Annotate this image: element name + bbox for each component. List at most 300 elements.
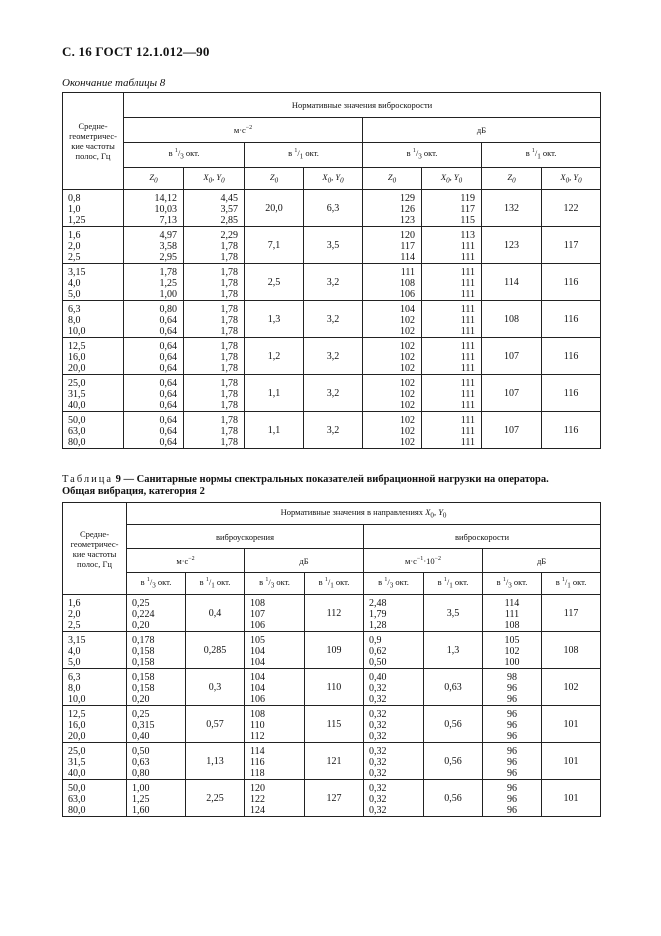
cell-line: 8,0 [68, 683, 81, 694]
cell-line: 100 [504, 657, 520, 668]
band-sub: 1 [211, 581, 215, 590]
band-pre: в [288, 148, 295, 159]
table-row [63, 780, 601, 817]
band-post: окт. [570, 576, 587, 587]
band-post: окт. [333, 576, 350, 587]
table-row [63, 669, 601, 706]
value-cell [127, 595, 186, 632]
value-cell [127, 669, 186, 706]
frequency-cell [63, 743, 127, 780]
cell-line: 116 [250, 757, 265, 768]
cell-line: 124 [250, 805, 265, 816]
table8-col-xy [542, 168, 601, 190]
value-cell [422, 264, 482, 301]
band-num: 1 [561, 576, 565, 583]
cell-line: 96 [507, 720, 517, 731]
cell-line: 4,0 [68, 278, 81, 289]
unit-exp: −2 [245, 125, 253, 132]
cell-line: 111 [460, 378, 475, 389]
caption-rest: 9 — Санитарные нормы спектральных показателей вибрационной нагрузки на оператора. [113, 474, 549, 485]
value-cell [124, 227, 184, 264]
frequency-cell [63, 190, 124, 227]
value-cell [363, 190, 422, 227]
cell-line: 0,64 [159, 415, 177, 426]
table9-band-third [483, 573, 542, 595]
table9-band-oct [424, 573, 483, 595]
cell-line: 1,79 [369, 609, 387, 620]
cell-line: 0,20 [132, 694, 150, 705]
cell-line: 96 [507, 683, 517, 694]
value-cell [483, 706, 542, 743]
value-cell [245, 595, 305, 632]
value-cell [124, 190, 184, 227]
value-cell: 0,4 [186, 595, 245, 632]
value-cell [422, 227, 482, 264]
value-cell: 114 [482, 264, 542, 301]
cell-line: 0,32 [369, 805, 387, 816]
cell-line: 1,78 [220, 326, 238, 337]
cell-line: 106 [250, 694, 265, 705]
value-cell: 2,25 [186, 780, 245, 817]
table9-unit-ms2 [127, 549, 245, 573]
value-cell: 101 [542, 743, 601, 780]
cell-line: 50,0 [68, 783, 86, 794]
col-sep: , Y [212, 171, 222, 182]
table9-group-header [127, 503, 601, 525]
band-post: окт. [155, 576, 172, 587]
value-cell [483, 743, 542, 780]
cell-line: 1,25 [159, 278, 177, 289]
value-cell: 101 [542, 780, 601, 817]
value-cell: 132 [482, 190, 542, 227]
band-num: 1 [294, 148, 298, 155]
band-num: 1 [174, 148, 178, 155]
value-cell: 1,2 [245, 338, 304, 375]
cell-line: 2,5 [68, 620, 81, 631]
cell-line: 96 [507, 757, 517, 768]
cell-line: 1,78 [220, 278, 238, 289]
cell-line: 0,32 [369, 746, 387, 757]
col-sub: 0 [512, 176, 516, 185]
cell-line: 63,0 [68, 426, 86, 437]
band-post: окт. [452, 576, 469, 587]
value-cell: 3,2 [304, 412, 363, 449]
cell-line: 102 [400, 400, 415, 411]
table-row [63, 595, 601, 632]
table-row [63, 632, 601, 669]
frequency-cell [63, 632, 127, 669]
cell-line: 102 [400, 426, 415, 437]
value-cell: 0,56 [424, 780, 483, 817]
cell-line: 111 [504, 609, 520, 620]
col-sep: , Y [569, 171, 579, 182]
value-cell [245, 669, 305, 706]
cell-line: 4,45 [220, 193, 238, 204]
band-sub: 3 [418, 152, 422, 161]
cell-line: 96 [507, 731, 517, 742]
page-header: С. 16 ГОСТ 12.1.012—90 [62, 44, 210, 59]
value-cell: 6,3 [304, 190, 363, 227]
value-cell [124, 375, 184, 412]
band-num: 1 [531, 148, 535, 155]
col-letter: Z [149, 171, 155, 182]
cell-line: 111 [460, 289, 475, 300]
frequency-cell [63, 595, 127, 632]
value-cell: 110 [305, 669, 364, 706]
value-cell [363, 227, 422, 264]
cell-line: 111 [460, 278, 475, 289]
cell-line: 111 [460, 241, 475, 252]
value-cell: 112 [305, 595, 364, 632]
value-cell [483, 669, 542, 706]
col-sep: , Y [331, 171, 341, 182]
value-cell [127, 743, 186, 780]
cell-line: 0,64 [159, 437, 177, 448]
cell-line: 0,64 [159, 400, 177, 411]
cell-line: 111 [460, 304, 475, 315]
cell-line: 0,80 [132, 768, 150, 779]
cell-line: 96 [507, 709, 517, 720]
band-den: / [177, 148, 181, 159]
cell-line: 119 [460, 193, 475, 204]
cell-line: 102 [400, 341, 415, 352]
table-row [63, 375, 601, 412]
band-num: 1 [384, 576, 388, 583]
band-pre: в [525, 148, 532, 159]
stub-line: кие частоты [72, 548, 117, 559]
value-cell [483, 780, 542, 817]
table-row [63, 338, 601, 375]
cell-line: 0,64 [159, 341, 177, 352]
table8-col-z [482, 168, 542, 190]
cell-line: 0,64 [159, 426, 177, 437]
value-cell [245, 706, 305, 743]
cell-line: 20,0 [68, 363, 86, 374]
value-cell: 1,13 [186, 743, 245, 780]
cell-line: 1,78 [220, 252, 238, 263]
cell-line: 102 [400, 378, 415, 389]
band-post: окт. [183, 148, 200, 159]
frequency-cell [63, 412, 124, 449]
cell-line: 118 [250, 768, 265, 779]
table9-band-oct [305, 573, 364, 595]
cell-line: 104 [400, 304, 415, 315]
value-cell: 117 [542, 227, 601, 264]
cell-line: 0,64 [159, 389, 177, 400]
cell-line: 1,6 [68, 230, 81, 241]
value-cell: 0,57 [186, 706, 245, 743]
stub-line: полос, Гц [75, 151, 111, 161]
table8-col-xy [422, 168, 482, 190]
cell-line: 108 [250, 598, 265, 609]
band-post: окт. [540, 148, 557, 159]
value-cell: 109 [305, 632, 364, 669]
cell-line: 120 [250, 783, 265, 794]
value-cell [363, 264, 422, 301]
cell-line: 1,78 [159, 267, 177, 278]
band-num: 1 [324, 576, 328, 583]
cell-line: 1,78 [220, 315, 238, 326]
value-cell [184, 227, 245, 264]
value-cell: 0,56 [424, 743, 483, 780]
unit-exp: −2 [188, 555, 195, 562]
cell-line: 0,158 [132, 672, 155, 683]
cell-line: 106 [400, 289, 415, 300]
value-cell: 101 [542, 706, 601, 743]
cell-line: 0,32 [369, 683, 387, 694]
band-sub: 1 [567, 581, 571, 590]
cell-line: 0,224 [132, 609, 155, 620]
table8-col-z [124, 168, 184, 190]
band-sub: 3 [508, 581, 512, 590]
cell-line: 1,78 [220, 363, 238, 374]
cell-line: 111 [460, 389, 475, 400]
value-cell: 121 [305, 743, 364, 780]
cell-line: 1,78 [220, 426, 238, 437]
frequency-cell [63, 264, 124, 301]
cell-line: 0,158 [132, 646, 155, 657]
cell-line: 0,32 [369, 720, 387, 731]
cell-line: 117 [460, 204, 475, 215]
value-cell [124, 412, 184, 449]
cell-line: 3,15 [68, 267, 86, 278]
cell-line: 1,78 [220, 400, 238, 411]
cell-line: 96 [507, 746, 517, 757]
cell-line: 8,0 [68, 315, 81, 326]
table-row [63, 264, 601, 301]
cell-line: 0,9 [369, 635, 382, 646]
band-den: / [268, 576, 271, 587]
table9-band-oct [186, 573, 245, 595]
table9-unit-db-accel: дБ [245, 549, 364, 573]
value-cell: 116 [542, 301, 601, 338]
table8-stub-header [63, 93, 124, 190]
value-cell: 3,2 [304, 264, 363, 301]
cell-line: 108 [504, 620, 520, 631]
cell-line: 0,158 [132, 657, 155, 668]
cell-line: 14,12 [154, 193, 177, 204]
frequency-cell [63, 227, 124, 264]
col-letter: Z [387, 171, 393, 182]
cell-line: 111 [460, 326, 475, 337]
table9-band-oct [542, 573, 601, 595]
band-pre: в [168, 148, 175, 159]
cell-line: 7,13 [159, 215, 177, 226]
col-sub: 0 [458, 176, 463, 185]
value-cell: 2,5 [245, 264, 304, 301]
table9-band-third [127, 573, 186, 595]
value-cell: 123 [482, 227, 542, 264]
unit-mult-exp: −2 [434, 555, 442, 562]
unit-mult: ·10 [423, 555, 435, 566]
table8-col-xy [184, 168, 245, 190]
cell-line: 112 [250, 731, 265, 742]
band-num: 1 [265, 576, 269, 583]
cell-line: 108 [400, 278, 415, 289]
band-den: / [446, 576, 450, 587]
band-post: окт. [421, 148, 438, 159]
col-letter: Z [269, 171, 275, 182]
col-sub: 0 [446, 176, 450, 185]
value-cell [364, 669, 424, 706]
band-num: 1 [146, 576, 150, 583]
table8-unit-ms [124, 118, 363, 143]
cell-line: 0,40 [132, 731, 150, 742]
cell-line: 25,0 [68, 378, 86, 389]
cell-line: 0,25 [132, 709, 150, 720]
stub-line: Средне- [78, 121, 108, 131]
cell-line: 113 [460, 230, 475, 241]
group-x: X [425, 506, 431, 517]
cell-line: 0,32 [369, 783, 387, 794]
cell-line: 102 [504, 646, 520, 657]
value-cell [184, 301, 245, 338]
cell-line: 80,0 [68, 805, 86, 816]
cell-line: 105 [250, 635, 265, 646]
cell-line: 0,32 [369, 794, 387, 805]
table-row [63, 301, 601, 338]
band-sub: 1 [537, 152, 541, 161]
value-cell [124, 301, 184, 338]
frequency-cell [63, 780, 127, 817]
cell-line: 1,0 [68, 204, 81, 215]
cell-line: 1,78 [220, 289, 238, 300]
value-cell: 1,3 [424, 632, 483, 669]
band-num: 1 [502, 576, 506, 583]
cell-line: 106 [250, 620, 265, 631]
cell-line: 0,32 [369, 694, 387, 705]
cell-line: 114 [400, 252, 415, 263]
cell-line: 2,95 [159, 252, 177, 263]
value-cell: 1,3 [245, 301, 304, 338]
band-den: / [387, 576, 390, 587]
cell-line: 126 [400, 204, 415, 215]
table9-unit-db-vel: дБ [483, 549, 601, 573]
cell-line: 123 [400, 215, 415, 226]
cell-line: 4,97 [159, 230, 177, 241]
table8-band-oct-1 [245, 143, 363, 168]
cell-line: 2,48 [369, 598, 387, 609]
cell-line: 1,6 [68, 598, 81, 609]
table8-col-z [245, 168, 304, 190]
cell-line: 111 [460, 426, 475, 437]
band-sub: 3 [389, 581, 394, 590]
cell-line: 2,29 [220, 230, 238, 241]
cell-line: 31,5 [68, 389, 86, 400]
stub-line: геометричес- [70, 538, 119, 549]
cell-line: 0,64 [159, 326, 177, 337]
band-pre: в [259, 576, 266, 587]
band-sub: 3 [152, 581, 156, 590]
value-cell [422, 412, 482, 449]
frequency-cell [63, 706, 127, 743]
group-sep: , Y [433, 506, 443, 517]
table-row [63, 190, 601, 227]
cell-line: 111 [460, 400, 475, 411]
cell-line: 1,78 [220, 415, 238, 426]
value-cell: 3,5 [424, 595, 483, 632]
table8-band-oct-2 [482, 143, 601, 168]
cell-line: 1,78 [220, 437, 238, 448]
value-cell [363, 301, 422, 338]
value-cell [127, 706, 186, 743]
table8-col-z [363, 168, 422, 190]
col-letter: X [203, 171, 209, 182]
cell-line: 1,78 [220, 389, 238, 400]
table8-unit-db: дБ [363, 118, 601, 143]
band-pre: в [406, 148, 413, 159]
cell-line: 104 [250, 646, 265, 657]
band-post: окт. [214, 576, 231, 587]
col-sub: 0 [154, 176, 158, 185]
cell-line: 1,78 [220, 304, 238, 315]
band-post: окт. [303, 148, 319, 159]
table9 [62, 502, 601, 817]
table9-band-third [364, 573, 424, 595]
cell-line: 98 [507, 672, 517, 683]
col-sub: 0 [565, 176, 570, 185]
col-letter: Z [507, 171, 513, 182]
cell-line: 12,5 [68, 709, 86, 720]
table9-accel-header: виброускорения [127, 525, 364, 549]
value-cell: 3,2 [304, 301, 363, 338]
value-cell: 115 [305, 706, 364, 743]
caption-label: Таблица [62, 474, 114, 485]
cell-line: 0,64 [159, 352, 177, 363]
value-cell: 107 [482, 412, 542, 449]
cell-line: 2,5 [68, 252, 81, 263]
value-cell: 7,1 [245, 227, 304, 264]
value-cell: 116 [542, 375, 601, 412]
value-cell [245, 632, 305, 669]
band-sub: 1 [299, 152, 304, 161]
band-den: / [208, 576, 212, 587]
cell-line: 16,0 [68, 352, 86, 363]
value-cell: 1,1 [245, 375, 304, 412]
cell-line: 111 [460, 415, 475, 426]
cell-line: 111 [460, 341, 475, 352]
cell-line: 2,0 [68, 241, 81, 252]
cell-line: 102 [400, 437, 415, 448]
value-cell [124, 338, 184, 375]
value-cell: 102 [542, 669, 601, 706]
band-sub: 3 [180, 152, 184, 161]
value-cell [127, 632, 186, 669]
cell-line: 0,50 [369, 657, 387, 668]
unit-text: м·с [233, 125, 246, 135]
value-cell [483, 595, 542, 632]
value-cell: 116 [542, 412, 601, 449]
cell-line: 114 [250, 746, 265, 757]
band-pre: в [199, 576, 206, 587]
value-cell [364, 595, 424, 632]
band-pre: в [378, 576, 385, 587]
cell-line: 1,78 [220, 378, 238, 389]
cell-line: 107 [250, 609, 265, 620]
cell-line: 25,0 [68, 746, 86, 757]
value-cell [422, 338, 482, 375]
value-cell [364, 632, 424, 669]
cell-line: 120 [400, 230, 415, 241]
value-cell [364, 780, 424, 817]
band-sub: 1 [330, 581, 334, 590]
cell-line: 0,158 [132, 683, 155, 694]
value-cell [422, 375, 482, 412]
cell-line: 2,0 [68, 609, 81, 620]
table8-col-xy [304, 168, 363, 190]
value-cell [124, 264, 184, 301]
band-post: окт. [274, 576, 290, 587]
